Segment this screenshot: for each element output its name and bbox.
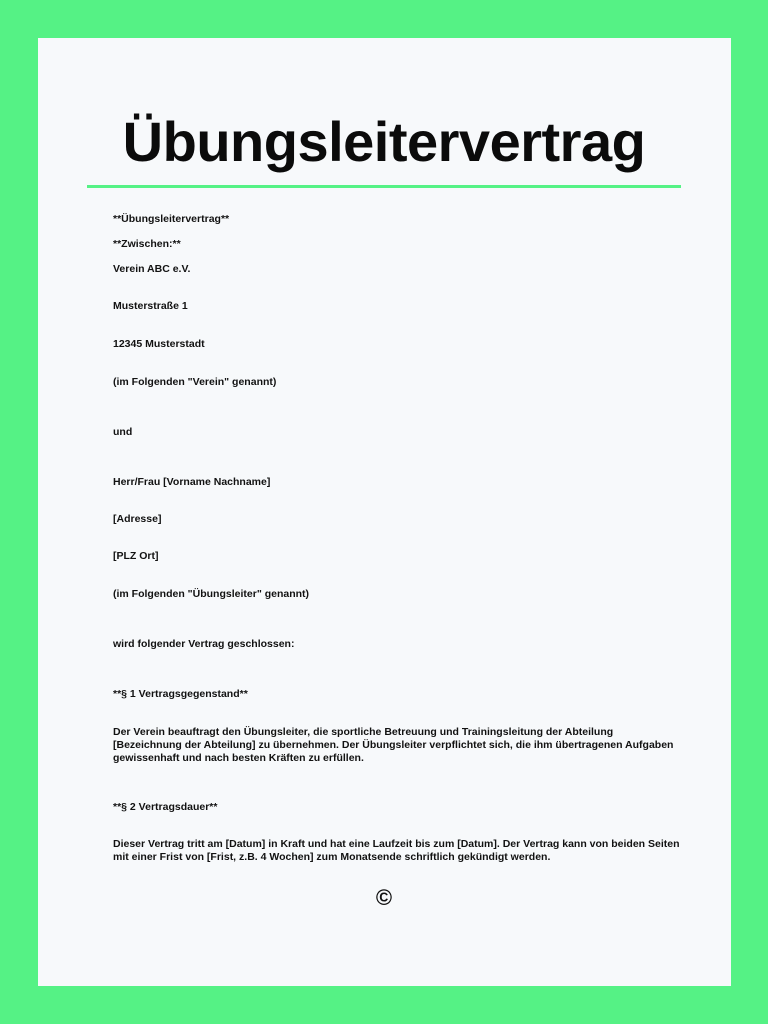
club-city: 12345 Musterstadt (113, 338, 205, 350)
title-divider (87, 185, 681, 188)
section-2-title: **§ 2 Vertragsdauer** (113, 801, 218, 813)
copyright-icon: © (375, 885, 393, 910)
section-1-title: **§ 1 Vertragsgegenstand** (113, 688, 248, 700)
trainer-address: [Adresse] (113, 513, 162, 525)
trainer-alias: (im Folgenden "Übungsleiter" genannt) (113, 588, 310, 600)
between-label: **Zwischen:** (113, 238, 181, 250)
section-2-body: Dieser Vertrag tritt am [Datum] in Kraft und hat eine Laufzeit bis zum [Datum]. Der Vertrag kann von beiden Seiten mit einer Frist von [Frist, z.B. 4 Wochen] zum Monatsende schriftlich gekündigt werden. (113, 838, 680, 863)
trainer-city: [PLZ Ort] (113, 550, 159, 562)
and-label: und (113, 426, 133, 438)
document-title: Übungsleitervertrag (122, 110, 646, 173)
contract-intro: wird folgender Vertrag geschlossen: (113, 638, 295, 650)
contract-heading: **Übungsleitervertrag** (113, 213, 230, 225)
club-name: Verein ABC e.V. (113, 263, 191, 275)
club-street: Musterstraße 1 (113, 300, 188, 312)
section-1-body: Der Verein beauftragt den Übungsleiter, die sportliche Betreuung und Trainingsleitung der Abteilung [Bezeichnung der Abteilung] zu übernehmen. Der Übungsleiter verpflichtet sich, die ihm übertragenen Aufgaben gewissenhaft und nach besten Kräften zu erfüllen. (113, 726, 674, 764)
trainer-name: Herr/Frau [Vorname Nachname] (113, 476, 271, 488)
club-alias: (im Folgenden "Verein" genannt) (113, 376, 277, 388)
